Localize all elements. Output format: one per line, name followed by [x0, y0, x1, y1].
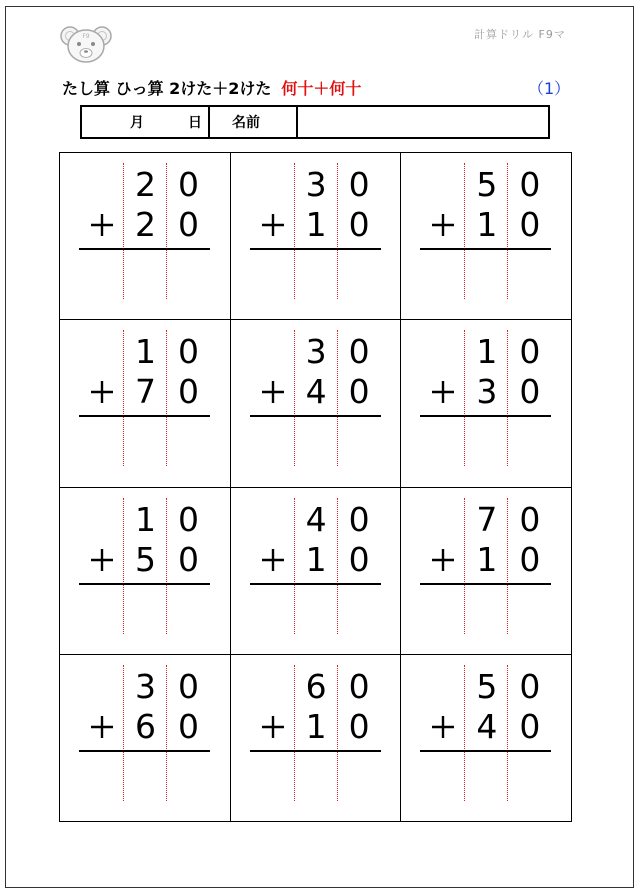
addend1-ones-digit: 0	[519, 666, 541, 706]
problem-cell[interactable]	[401, 488, 572, 655]
problem-cell[interactable]	[231, 488, 402, 655]
addend2-tens-digit: 1	[476, 539, 498, 579]
problem-cell[interactable]	[231, 655, 402, 822]
plus-sign	[423, 372, 463, 421]
problem-cell[interactable]	[60, 488, 231, 655]
addend2-ones-digit: 0	[348, 706, 370, 746]
addend2-tens-digit: 2	[135, 205, 156, 244]
addend1-tens-digit: 1	[135, 499, 156, 539]
addend1-tens-digit: 5	[476, 666, 498, 706]
addend2-ones-digit: 0	[178, 706, 199, 746]
addend2-tens-digit: 1	[305, 539, 327, 579]
addend2-tens-digit: 1	[305, 706, 327, 746]
title-subtitle: 何十＋何十	[281, 79, 362, 98]
name-field[interactable]	[298, 107, 548, 137]
plus-sign	[82, 540, 122, 589]
addend2-tens-digit: 4	[476, 706, 498, 746]
answer-line	[250, 415, 381, 417]
date-field[interactable]	[82, 107, 210, 137]
addend1-ones-digit: 0	[348, 499, 370, 539]
addend1-tens-digit: 2	[135, 165, 156, 204]
addend1-ones-digit: 0	[348, 165, 370, 204]
addend1-ones-digit: 0	[178, 499, 199, 539]
addend2-ones-digit: 0	[348, 372, 370, 412]
addend2-ones-digit: 0	[519, 372, 541, 412]
addend2-tens-digit: 4	[305, 372, 327, 412]
addend1-ones-digit: 0	[178, 165, 199, 204]
addend2-tens-digit: 3	[476, 372, 498, 412]
addend1-tens-digit: 3	[305, 165, 327, 204]
addend1-ones-digit: 0	[519, 165, 541, 204]
answer-line	[79, 248, 210, 250]
answer-line	[250, 248, 381, 250]
answer-line	[250, 583, 381, 585]
addend2-ones-digit: 0	[178, 372, 199, 412]
answer-line	[420, 248, 551, 250]
worksheet-title	[62, 76, 361, 99]
svg-text:F9: F9	[82, 33, 90, 40]
addend1-ones-digit: 0	[519, 499, 541, 539]
addend2-ones-digit: 0	[519, 706, 541, 746]
addend1-tens-digit: 6	[305, 666, 327, 706]
name-label: 名前	[210, 107, 298, 137]
worksheet-number: （1）	[528, 79, 571, 98]
addend2-tens-digit: 1	[305, 205, 327, 244]
answer-line	[79, 583, 210, 585]
addend1-tens-digit: 7	[476, 499, 498, 539]
problem-cell[interactable]	[401, 320, 572, 487]
month-label: 月	[130, 115, 144, 131]
addend2-ones-digit: 0	[519, 539, 541, 579]
brand-label: 計算ドリル F9マ	[474, 28, 566, 41]
addend2-tens-digit: 6	[135, 706, 156, 746]
addend2-tens-digit: 7	[135, 372, 156, 412]
problem-cell[interactable]	[60, 320, 231, 487]
day-label: 日	[188, 115, 202, 131]
addend1-tens-digit: 3	[135, 666, 156, 706]
plus-sign	[423, 540, 463, 589]
name-date-box	[80, 105, 550, 139]
problem-grid	[59, 152, 572, 822]
problem-cell[interactable]	[60, 153, 231, 320]
plus-sign	[82, 205, 122, 254]
problem-cell[interactable]	[60, 655, 231, 822]
problem-cell[interactable]	[401, 655, 572, 822]
plus-sign	[82, 372, 122, 421]
problem-cell[interactable]	[401, 153, 572, 320]
addend2-ones-digit: 0	[519, 205, 541, 244]
plus-sign	[253, 205, 293, 254]
addend1-tens-digit: 4	[305, 499, 327, 539]
addend1-tens-digit: 5	[476, 165, 498, 204]
answer-line	[79, 415, 210, 417]
addend2-ones-digit: 0	[178, 205, 199, 244]
answer-line	[420, 583, 551, 585]
addend1-tens-digit: 3	[305, 332, 327, 372]
plus-sign	[82, 707, 122, 756]
plus-sign	[253, 540, 293, 589]
addend1-ones-digit: 0	[348, 332, 370, 372]
addend2-tens-digit: 1	[476, 205, 498, 244]
plus-sign	[253, 707, 293, 756]
teddy-bear-icon	[58, 23, 114, 67]
addend1-ones-digit: 0	[178, 332, 199, 372]
addend1-tens-digit: 1	[476, 332, 498, 372]
answer-line	[420, 415, 551, 417]
answer-line	[420, 750, 551, 752]
addend1-ones-digit: 0	[178, 666, 199, 706]
addend1-ones-digit: 0	[519, 332, 541, 372]
addend2-ones-digit: 0	[348, 539, 370, 579]
plus-sign	[423, 707, 463, 756]
problem-cell[interactable]	[231, 153, 402, 320]
answer-line	[79, 750, 210, 752]
addend2-ones-digit: 0	[348, 205, 370, 244]
title-text: たし算 ひっ算 2けた＋2けた	[62, 79, 272, 98]
addend2-ones-digit: 0	[178, 539, 199, 579]
plus-sign	[423, 205, 463, 254]
plus-sign	[253, 372, 293, 421]
addend2-tens-digit: 5	[135, 539, 156, 579]
answer-line	[250, 750, 381, 752]
addend1-tens-digit: 1	[135, 332, 156, 372]
problem-cell[interactable]	[231, 320, 402, 487]
addend1-ones-digit: 0	[348, 666, 370, 706]
